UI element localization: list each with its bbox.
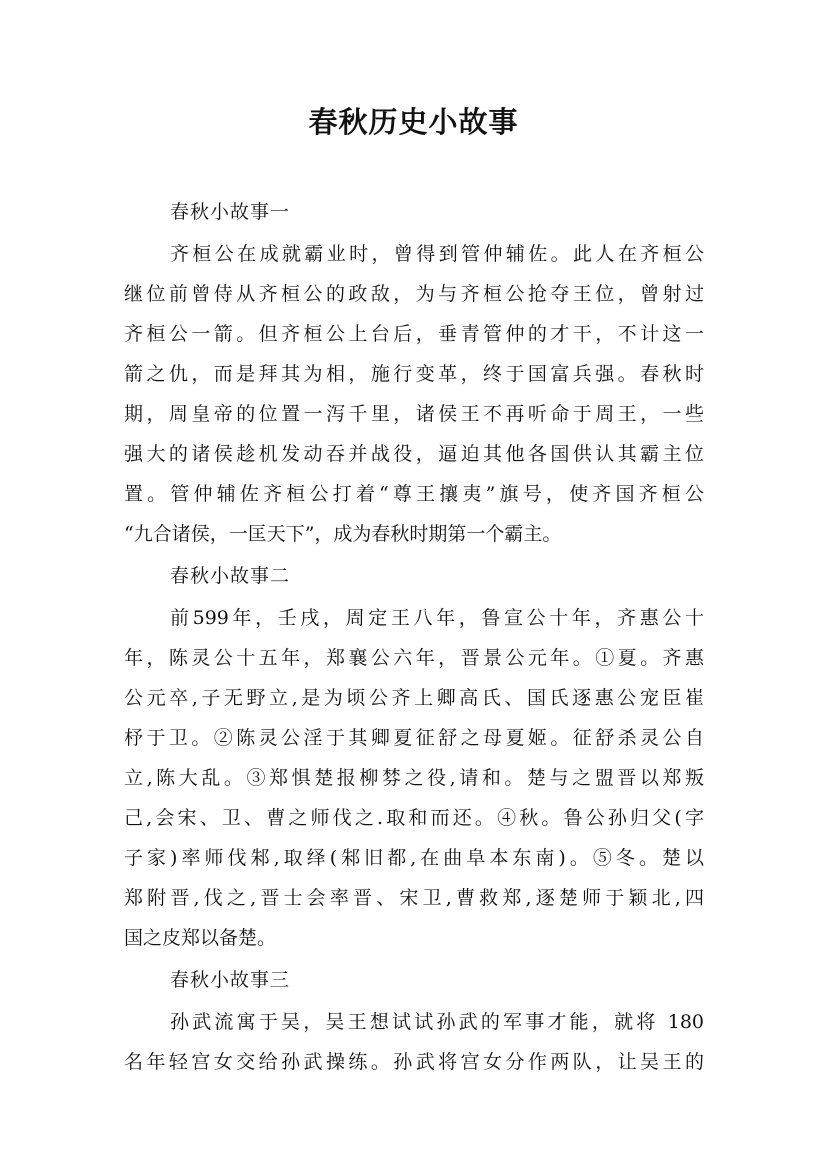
- story-section-1: [124, 190, 704, 554]
- paragraph-line: 立,陈大乱。③郑惧楚报柳棼之役,请和。楚与之盟晋以郑叛: [124, 767, 704, 789]
- section-heading: 春秋小故事二: [170, 565, 291, 587]
- paragraph-line: 己,会宋、卫、曹之师伐之.取和而还。④秋。鲁公孙归父(字: [124, 807, 704, 829]
- paragraph-line: 孙武流寓于吴，吴王想试试孙武的军事才能，就将 180: [170, 1011, 704, 1033]
- section-paragraph: [124, 234, 704, 554]
- paragraph-line: 箭之仇，而是拜其为相，施行变革，终于国富兵强。春秋时: [124, 363, 704, 385]
- paragraph-line: 继位前曾侍从齐桓公的政敌，为与齐桓公抢夺王位，曾射过: [124, 283, 704, 305]
- story-section-3: [124, 958, 704, 1082]
- section-paragraph: [124, 1002, 704, 1082]
- section-heading: 春秋小故事一: [170, 201, 291, 223]
- paragraph-line: 郑附晋,伐之,晋士会率晋、宋卫,曹救郑,逐楚师于颖北,四: [124, 887, 704, 909]
- story-section-2: [124, 554, 704, 958]
- paragraph-line: 置。管仲辅佐齐桓公打着“尊王攘夷”旗号，使齐国齐桓公: [124, 483, 704, 505]
- paragraph-line: 国之皮郑以备楚。: [124, 927, 277, 949]
- paragraph-line: 期，周皇帝的位置一泻千里，诸侯王不再听命于周王，一些: [124, 403, 704, 425]
- paragraph-line: 公元卒,子无野立,是为顷公齐上卿高氏、国氏逐惠公宠臣崔: [124, 687, 704, 709]
- paragraph-line: 名年轻宫女交给孙武操练。孙武将宫女分作两队，让吴王的: [124, 1051, 704, 1073]
- paragraph-line: 强大的诸侯趁机发动吞并战役，逼迫其他各国供认其霸主位: [124, 443, 704, 465]
- paragraph-line: 杼于卫。②陈灵公淫于其卿夏征舒之母夏姬。征舒杀灵公自: [124, 727, 704, 749]
- document-body: [124, 190, 704, 1082]
- section-paragraph: [124, 598, 704, 958]
- section-heading: 春秋小故事三: [170, 969, 291, 991]
- document-title: 春秋历史小故事: [308, 105, 519, 139]
- paragraph-line: 年，陈灵公十五年，郑襄公六年，晋景公元年。①夏。齐惠: [124, 647, 704, 669]
- paragraph-line: “九合诸侯，一匡天下”，成为春秋时期第一个霸主。: [124, 523, 562, 545]
- paragraph-line: 齐桓公在成就霸业时，曾得到管仲辅佐。此人在齐桓公: [170, 243, 704, 265]
- paragraph-line: 前599年，壬戌，周定王八年，鲁宣公十年，齐惠公十: [170, 607, 704, 629]
- paragraph-line: 子家)率师伐邾,取绎(邾旧都,在曲阜本东南)。⑤冬。楚以: [124, 847, 704, 869]
- paragraph-line: 齐桓公一箭。但齐桓公上台后，垂青管仲的才干，不计这一: [124, 323, 704, 345]
